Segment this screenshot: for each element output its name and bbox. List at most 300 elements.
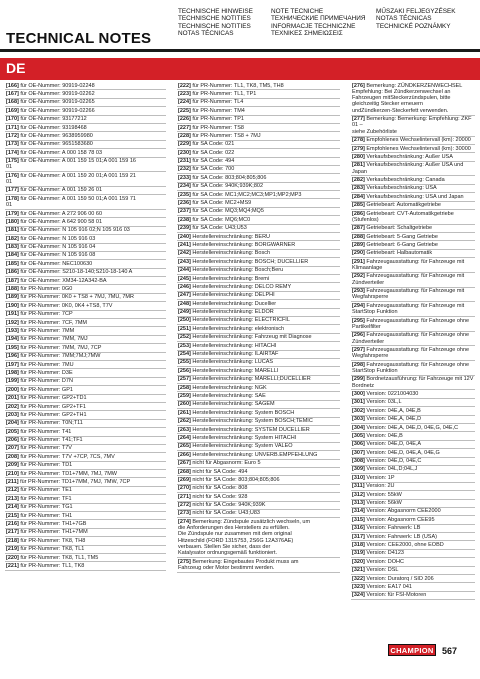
note-text: für OE-Nummer: 90919-02266 <box>20 107 95 114</box>
note-number: [198] <box>6 369 19 376</box>
note-text: für PR-Nummer: 0G0 <box>20 286 73 293</box>
note-row <box>5 172 166 187</box>
note-number: [184] <box>6 252 19 259</box>
note-number: [259] <box>178 393 191 399</box>
note-row <box>351 516 475 524</box>
note-text: für PR-Nummer: T0N;T11 <box>20 420 83 427</box>
note-row <box>351 474 475 482</box>
note-number: [295] <box>352 317 365 324</box>
note-text: für PR-Nummer: TL4 <box>192 99 244 106</box>
note-row <box>177 107 340 115</box>
note-row <box>5 235 166 243</box>
note-number: [251] <box>178 325 191 332</box>
note-number: [323] <box>352 583 365 590</box>
note-number: [297] <box>352 346 365 353</box>
note-number: [320] <box>352 558 365 565</box>
note-text: für OE-Nummer: A 001 159 50 01;A 001 159 71 01 <box>6 195 136 209</box>
note-text: Herstellereinschränkung: BOSCH; DUCELLIER <box>192 258 309 265</box>
section-bar <box>0 58 480 80</box>
note-text: für SA Code: U43;U53 <box>192 225 247 232</box>
note-number: [309] <box>352 466 365 473</box>
note-number: [227] <box>178 124 191 131</box>
note-text: für PR-Nummer: TM4 <box>192 107 245 114</box>
note-row <box>177 558 340 573</box>
note-number: [204] <box>6 420 19 427</box>
note-row <box>351 449 475 457</box>
note-row <box>177 351 340 359</box>
note-row <box>5 537 166 545</box>
note-text: für PR-Nummer: TL1, TK8 <box>20 562 85 569</box>
note-text: Version: 04E,A, 04E,B <box>366 407 421 414</box>
note-number: [240] <box>178 233 191 240</box>
note-row <box>177 208 340 216</box>
note-text: Version: 04E,D, 04E,A <box>366 441 422 448</box>
note-text: Version: 55kW <box>366 491 402 498</box>
note-row <box>5 99 166 107</box>
note-row <box>177 300 340 308</box>
note-text: Herstellereinschränkung: elektronisch <box>192 325 285 332</box>
note-number: [231] <box>178 158 191 165</box>
note-text: Version: Fahrwerk: LB <box>366 525 421 532</box>
note-number: [201] <box>6 395 19 402</box>
note-number: [195] <box>6 344 19 351</box>
note-row <box>177 124 340 132</box>
note-row <box>351 441 475 449</box>
note-row <box>5 218 166 226</box>
note-number: [244] <box>178 267 191 274</box>
note-row <box>5 512 166 520</box>
note-text: Fahrzeugausstattung: für Fahrzeuge mit StartStop Funktion <box>352 302 465 316</box>
lang-label: NOTE TECNICHE <box>271 8 324 15</box>
note-text: Version: 04L,D;04L,J <box>366 466 418 473</box>
header-languages-col3 <box>376 8 456 30</box>
note-text: für PR-Nummer: TD1+7MM, 7MJ, 7MW, 7CP <box>20 479 131 486</box>
note-row <box>5 453 166 461</box>
note-text: Herstellereinschränkung: ILAIRTAF <box>192 351 279 358</box>
note-row <box>177 199 340 207</box>
note-row <box>177 174 340 182</box>
note-number: [310] <box>352 474 365 481</box>
note-row <box>5 470 166 478</box>
note-text: Verkaufsbeschränkung: Außer USA und Japan <box>352 162 465 175</box>
note-row <box>5 336 166 344</box>
note-number: [287] <box>352 225 365 232</box>
note-number: [303] <box>352 416 365 423</box>
note-row <box>5 520 166 528</box>
note-text: Version: Fahrwerk: LB (USA) <box>366 533 437 540</box>
note-row <box>5 141 166 149</box>
note-row <box>351 550 475 558</box>
note-row <box>177 451 340 459</box>
note-text: für OE-Nummer: N 105 916 04 <box>20 244 96 251</box>
note-row <box>5 327 166 335</box>
header-divider <box>0 49 480 52</box>
note-number: [174] <box>6 149 19 156</box>
note-number: [283] <box>352 185 365 192</box>
note-number: [316] <box>352 525 365 532</box>
note-number: [185] <box>6 260 19 267</box>
note-text: für PR-Nummer: TP1 <box>192 116 244 123</box>
note-number: [300] <box>352 390 365 397</box>
note-row <box>5 252 166 260</box>
note-row <box>5 107 166 115</box>
note-row <box>351 258 475 273</box>
note-row <box>177 443 340 451</box>
note-row <box>5 378 166 386</box>
note-text: für OE-Nummer: 93198468 <box>20 124 87 131</box>
note-row <box>5 361 166 369</box>
note-text: Version: für FSI-Motoren <box>366 592 427 599</box>
note-text: für PR-Nummer: 7MU <box>20 361 74 368</box>
note-number: [192] <box>6 319 19 326</box>
note-text: für PR-Nummer: 0K0, 0K4 +TS8, T7V <box>20 302 113 309</box>
note-text: Version: D4123 <box>366 550 404 557</box>
note-text: Version: Abgasnorm CEE95 <box>366 516 435 523</box>
note-text: Bemerkung: Zündspule zusätzlich wechseln, um die Anforderungen des Herstellers zu erfüllen. Die Zündspule nur zusammen mit dem original Hitzeschild (FORD 1315753, 2S6G 12A376AE) verbauen. Stellen Sie sicher, dass der Katalysator ordnungsgemäß funktioniert. <box>178 518 311 557</box>
note-row <box>351 137 475 145</box>
note-number: [203] <box>6 411 19 418</box>
note-text: für OE-Nummer: 9638959980 <box>20 132 93 139</box>
note-text: nicht für SA Code: 494 <box>192 468 248 475</box>
note-text: Bemerkung: Bemerkung: Empfehlung: ZKF 01 – siehe Zubehörliste <box>352 116 472 135</box>
note-text: Herstellereinschränkung: MARELLI <box>192 367 279 374</box>
note-number: [214] <box>6 504 19 511</box>
note-row <box>5 369 166 377</box>
note-row <box>5 462 166 470</box>
note-row <box>5 158 166 173</box>
note-number: [179] <box>6 210 19 217</box>
note-row <box>351 416 475 424</box>
note-text: für PR-Nummer: GP2+TD1 <box>20 395 87 402</box>
note-number: [229] <box>178 141 191 148</box>
note-number: [183] <box>6 244 19 251</box>
note-row <box>177 510 340 518</box>
note-number: [246] <box>178 283 191 290</box>
note-row <box>5 285 166 293</box>
note-number: [225] <box>178 107 191 114</box>
note-row <box>5 437 166 445</box>
note-number: [193] <box>6 327 19 334</box>
note-row <box>5 90 166 98</box>
note-row <box>351 500 475 508</box>
note-row <box>5 495 166 503</box>
note-number: [196] <box>6 353 19 360</box>
note-row <box>351 273 475 288</box>
note-row <box>351 116 475 137</box>
note-number: [232] <box>178 166 191 173</box>
note-text: Herstellereinschränkung: HITACHI <box>192 342 277 349</box>
note-text: für PR-Nummer: TL1, TK8, TM5, TH8 <box>192 82 284 89</box>
note-number: [221] <box>6 562 19 569</box>
note-text: Empfohlenes Wechselintervall (km): 20000 <box>366 137 471 144</box>
note-number: [222] <box>178 82 191 89</box>
note-row <box>351 483 475 491</box>
note-number: [215] <box>6 512 19 519</box>
note-number: [306] <box>352 441 365 448</box>
note-row <box>351 432 475 440</box>
note-text: für PR-Nummer: TK8, TL1 <box>20 546 85 553</box>
note-row <box>177 493 340 501</box>
note-number: [230] <box>178 149 191 156</box>
note-number: [291] <box>352 258 365 265</box>
note-text: für SA Code: 021 <box>192 141 235 148</box>
note-text: Verkaufsbeschränkung: USA <box>366 185 437 192</box>
note-text: für OE-Nummer: A 000 158 78 03 <box>20 149 103 156</box>
note-number: [243] <box>178 258 191 265</box>
note-row <box>5 403 166 411</box>
note-row <box>351 153 475 161</box>
note-text: für PR-Nummer: D3E <box>20 369 73 376</box>
note-row <box>177 292 340 300</box>
note-number: [171] <box>6 124 19 131</box>
note-text: Empfohlenes Wechselintervall (km): 30000 <box>366 145 471 152</box>
note-text: Herstellereinschränkung: BORGWARNER <box>192 241 296 248</box>
note-text: für SA Code: MQ3;MQ4;MQ5 <box>192 208 264 215</box>
note-text: für PR-Nummer: TD1+7MM, 7MJ, 7MW <box>20 470 117 477</box>
note-number: [256] <box>178 367 191 374</box>
note-number: [299] <box>352 376 365 383</box>
note-number: [252] <box>178 334 191 341</box>
note-text: Herstellereinschränkung: Ducellier <box>192 300 277 307</box>
note-number: [205] <box>6 428 19 435</box>
note-number: [265] <box>178 443 191 450</box>
note-number: [311] <box>352 483 365 490</box>
note-row <box>177 392 340 400</box>
note-text: für PR-Nummer: GP2+TF1 <box>20 403 86 410</box>
note-row <box>5 504 166 512</box>
note-text: Version: DOHC <box>366 558 404 565</box>
notes-column-1 <box>5 82 166 571</box>
note-text: für OE-Nummer: 90919-02248 <box>20 82 95 89</box>
note-row <box>5 319 166 327</box>
note-row <box>177 460 340 468</box>
brand-label: CHAMPION <box>390 645 434 655</box>
note-text: für OE-Nummer: A 001 159 15 01;A 001 159 16 01 <box>6 158 136 171</box>
note-number: [181] <box>6 227 19 234</box>
note-row <box>5 529 166 537</box>
note-number: [218] <box>6 537 19 544</box>
note-row <box>177 250 340 258</box>
note-number: [250] <box>178 317 191 324</box>
note-number: [223] <box>178 90 191 97</box>
note-number: [176] <box>6 172 19 179</box>
note-number: [249] <box>178 309 191 316</box>
note-row <box>5 562 166 570</box>
note-row <box>5 311 166 319</box>
note-text: Verkaufsbeschränkung: USA und Japan <box>366 193 464 200</box>
note-text: für OE-Nummer: A 001 159 20 01;A 001 159 21 01 <box>6 172 136 186</box>
note-row <box>5 302 166 310</box>
note-row <box>351 361 475 376</box>
note-row <box>351 376 475 391</box>
note-row <box>177 82 340 90</box>
notes-column-3 <box>351 82 475 600</box>
note-row <box>351 424 475 432</box>
note-number: [313] <box>352 500 365 507</box>
note-number: [260] <box>178 401 191 408</box>
note-row <box>177 401 340 409</box>
note-number: [239] <box>178 225 191 232</box>
note-row <box>177 99 340 107</box>
note-row <box>177 158 340 166</box>
note-number: [235] <box>178 191 191 198</box>
note-number: [207] <box>6 445 19 452</box>
note-text: Verkaufsbeschränkung: Canada <box>366 176 445 183</box>
note-number: [199] <box>6 378 19 385</box>
note-text: Herstellereinschränkung: System BOSCH <box>192 409 295 416</box>
lang-label: ТЕХНИЧЕСКИЕ ПРИМЕЧАНИЯ <box>271 15 366 23</box>
note-number: [301] <box>352 399 365 406</box>
note-text: für PR-Nummer: 7CF, 7MM <box>20 319 87 326</box>
note-number: [298] <box>352 361 365 368</box>
note-number: [282] <box>352 176 365 183</box>
note-row <box>5 445 166 453</box>
note-row <box>351 241 475 249</box>
note-text: für SA Code: 494 <box>192 158 235 165</box>
note-number: [247] <box>178 292 191 299</box>
note-text: Getriebeart: 5-Gang Getriebe <box>366 233 438 240</box>
note-row <box>177 166 340 174</box>
note-row <box>5 395 166 403</box>
note-number: [228] <box>178 132 191 139</box>
note-number: [200] <box>6 386 19 393</box>
note-text: nicht für Abgasnorm: Euro 5 <box>192 460 261 467</box>
note-number: [167] <box>6 90 19 97</box>
note-text: Version: 56kW <box>366 500 402 507</box>
note-text: für OE-Nummer: S210-18-140;S210-18-140 A <box>20 269 133 276</box>
note-text: Fahrzeugausstattung: für Fahrzeuge ohne Wegfahrsperre <box>352 346 470 360</box>
note-row <box>177 216 340 224</box>
note-row <box>177 502 340 510</box>
note-row <box>177 267 340 275</box>
note-number: [279] <box>352 145 365 152</box>
note-text: Fahrzeugausstattung: für Fahrzeuge mit Wegfahrsperre <box>352 288 465 301</box>
note-text: Herstellereinschränkung: System VALEO <box>192 443 293 450</box>
note-text: für PR-Nummer: TE1 <box>20 487 72 494</box>
note-number: [242] <box>178 250 191 257</box>
note-text: für PR-Nummer: 7MM, 7MJ <box>20 336 88 343</box>
note-number: [275] <box>178 558 191 565</box>
section-label: DE <box>6 60 26 76</box>
note-number: [186] <box>6 269 19 276</box>
note-number: [170] <box>6 116 19 123</box>
note-number: [168] <box>6 99 19 106</box>
note-row <box>351 592 475 600</box>
note-text: Getriebeart: Automatikgetriebe <box>366 202 441 209</box>
note-text: Herstellereinschränkung: SYSTEM DUCELLIER <box>192 426 310 433</box>
note-number: [182] <box>6 235 19 242</box>
note-row <box>351 225 475 233</box>
note-number: [262] <box>178 418 191 425</box>
note-number: [209] <box>6 462 19 469</box>
note-number: [178] <box>6 195 19 202</box>
note-row <box>5 187 166 195</box>
lang-label: ΤΕΧΝΙΚΕΣ ΣΗΜΕΙΩΣΕΙΣ <box>271 30 343 38</box>
note-number: [284] <box>352 193 365 200</box>
note-number: [305] <box>352 432 365 439</box>
note-number: [234] <box>178 183 191 190</box>
note-number: [269] <box>178 476 191 483</box>
note-number: [321] <box>352 567 365 574</box>
note-row <box>351 210 475 225</box>
note-row <box>351 458 475 466</box>
note-number: [314] <box>352 508 365 515</box>
note-number: [175] <box>6 158 19 165</box>
note-text: Herstellereinschränkung: System BOSCH;TEMIC <box>192 418 313 425</box>
note-number: [208] <box>6 453 19 460</box>
note-row <box>5 269 166 277</box>
note-number: [286] <box>352 210 365 217</box>
note-text: für SA Code: 022 <box>192 149 235 156</box>
note-row <box>177 359 340 367</box>
note-text: Version: CEE2000, ohne EOBD <box>366 542 444 548</box>
note-row <box>177 468 340 476</box>
lang-label: NOTAS TÉCNICAS <box>178 30 234 38</box>
note-text: für PR-Nummer: TK8, TL1, TM5 <box>20 554 99 561</box>
note-row <box>351 533 475 541</box>
note-row <box>351 346 475 361</box>
note-row <box>351 541 475 549</box>
note-number: [212] <box>6 487 19 494</box>
note-text: Herstellereinschränkung: Fahrzeug mit Diagnose <box>192 334 312 341</box>
note-row <box>5 149 166 157</box>
note-text: für PR-Nummer: T7V +7CP, 7CS, 7MV <box>20 453 115 460</box>
note-row <box>177 426 340 434</box>
note-text: für PR-Nummer: T41;TF1 <box>20 437 83 444</box>
note-number: [238] <box>178 216 191 223</box>
note-number: [220] <box>6 554 19 561</box>
note-number: [202] <box>6 403 19 410</box>
note-text: für PR-Nummer: TF1 <box>20 495 72 502</box>
note-text: für PR-Nummer: TG1 <box>20 504 73 511</box>
note-number: [322] <box>352 575 365 582</box>
note-text: für OE-Nummer: N 105 916 02;N 105 916 03 <box>20 227 130 234</box>
note-row <box>177 116 340 124</box>
note-row <box>177 384 340 392</box>
note-row <box>177 241 340 249</box>
note-text: nicht für SA Code: 808 <box>192 485 248 492</box>
note-text: Herstellereinschränkung: System HITACHI <box>192 434 297 441</box>
note-text: Version: 2U <box>366 483 395 490</box>
note-text: Getriebeart: 6-Gang Getriebe <box>366 242 438 248</box>
note-text: Fahrzeugausstattung: für Fahrzeuge mit Zündverteiler <box>352 273 465 286</box>
note-row <box>5 82 166 90</box>
note-text: Getriebeart: CVT-Automatikgetriebe (Stufenlos) <box>352 210 456 223</box>
note-text: nicht für SA Code: 928 <box>192 493 248 500</box>
note-number: [270] <box>178 485 191 492</box>
note-text: für OE-Nummer: A 001 159 26 01 <box>20 187 103 194</box>
note-text: für OE-Nummer: NEC100630 <box>20 260 93 267</box>
note-number: [319] <box>352 550 365 557</box>
note-text: für PR-Nummer: TK8, TH8 <box>20 537 86 544</box>
note-row <box>351 185 475 193</box>
note-row <box>351 288 475 303</box>
note-row <box>177 132 340 140</box>
note-row <box>5 132 166 140</box>
note-text: Version: Abgasnorm CEE2000 <box>366 508 441 515</box>
note-number: [261] <box>178 409 191 416</box>
note-text: für SA Code: MC1;MC2;MC3;MP1;MP2;MP3 <box>192 191 302 198</box>
note-text: für OE-Nummer: 93177212 <box>20 116 87 123</box>
note-row <box>351 525 475 533</box>
note-number: [290] <box>352 250 365 257</box>
note-text: Version: 04E,D, 04E,C <box>366 458 422 465</box>
note-number: [210] <box>6 470 19 477</box>
note-text: für OE-Nummer: A 272 906 00 60 <box>20 210 103 217</box>
note-text: für SA Code: 940K;939K;802 <box>192 183 264 190</box>
note-text: für PR-Nummer: TD1 <box>20 462 73 469</box>
note-text: Bemerkung: Eingebautes Produkt muss am Fahrzeug oder Motor bestimmt werden. <box>178 558 299 572</box>
